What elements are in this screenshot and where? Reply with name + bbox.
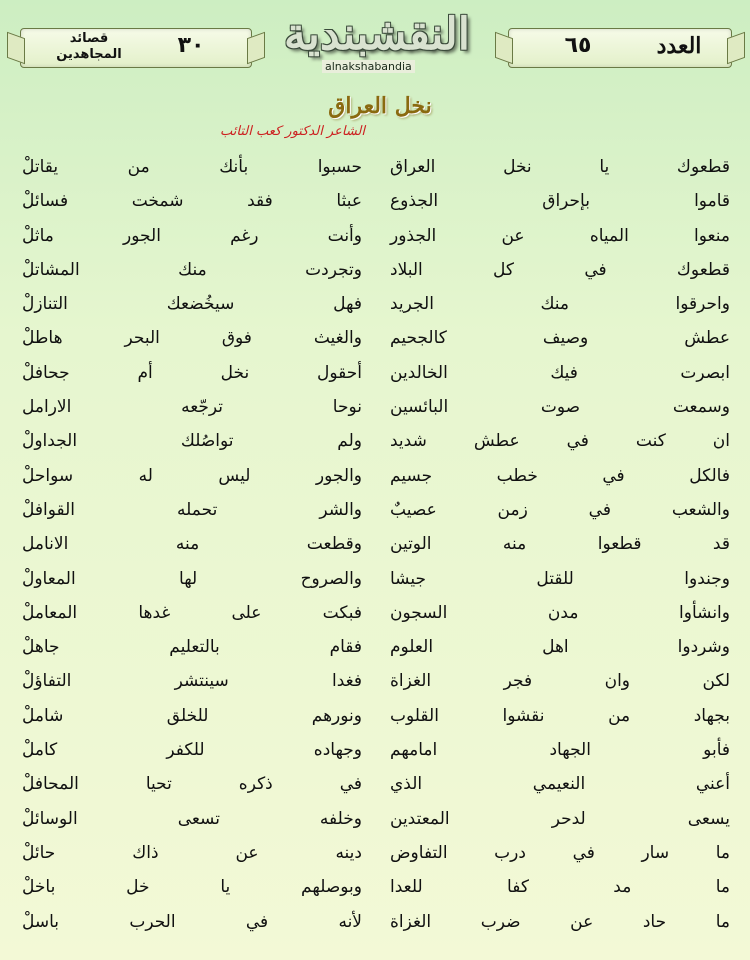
verse-line: والغيث فوق البحر هاطلْ [22,328,362,349]
verse-line: وأنت رغم الجور ماثلْ [22,225,362,246]
page-number: ٣٠ [177,33,205,58]
verse-line: ولم تواصُلك الجداولْ [22,431,362,452]
verse-line: والشر تحمله القوافلْ [22,499,362,520]
right-verse-column [390,150,730,939]
verse-line: لكن وان فجر الغزاة [390,671,730,692]
verse-line: فبكت على غدها المعاملْ [22,602,362,623]
verse-line: ابصرت فيك الخالدين [390,362,730,383]
verse-line: وقطعت منه الانامل [22,534,362,555]
verse-line: أحقول نخل أم جحافلْ [22,362,362,383]
logo-url: alnakshabandia [322,60,415,73]
verse-line: وبوصلهم يا خل باخلْ [22,877,362,898]
verse-line: فالكل في خطب جسيم [390,465,730,486]
verse-line: واحرقوا منك الجريد [390,294,730,315]
page-header [0,0,750,90]
verse-line: في ذكره تحيا المحافلْ [22,774,362,795]
verse-line: أعني النعيمي الذي [390,774,730,795]
verse-line: ما حاد عن ضرب الغزاة [390,911,730,932]
left-verse-column [22,150,362,939]
verse-line: والشعب في زمن عصيبٌ [390,499,730,520]
verse-line: فهل سيخُضعك التنازلْ [22,294,362,315]
verse-line: فقام بالتعليم جاهلْ [22,637,362,658]
verse-line: ما سار في درب التفاوض [390,842,730,863]
verse-line: وشردوا اهل العلوم [390,637,730,658]
verse-line: ما مد كفا للعدا [390,877,730,898]
verse-line: يسعى لدحر المعتدين [390,808,730,829]
verse-line: وجندوا للقتل جيشا [390,568,730,589]
section-ribbon [20,28,252,68]
verse-line: نوحا ترجّعه الارامل [22,397,362,418]
verse-line: قطعوك في كل البلاد [390,259,730,280]
verse-line: والصروح لها المعاولْ [22,568,362,589]
verse-line: عبثا فقد شمخت فسائلْ [22,191,362,212]
magazine-logo [262,10,492,76]
verse-line: وسمعت صوت البائسين [390,397,730,418]
logo-text: النقشبندية [284,9,470,60]
issue-label: العدد [656,33,702,59]
verse-line: دينه عن ذاك حائلْ [22,842,362,863]
verse-line: قاموا بإحراق الجذوع [390,191,730,212]
verse-line: وجهاده للكفر كاملْ [22,740,362,761]
verse-line: بجهاد من نقشوا القلوب [390,705,730,726]
verse-line: قطعوك يا نخل العراق [390,157,730,177]
verse-line: ونورهم للخلق شاملْ [22,705,362,726]
verse-line: وخلفه تسعى الوسائلْ [22,808,362,829]
issue-ribbon [508,28,732,68]
verse-line: منعوا المياه عن الجذور [390,225,730,246]
verse-line: فغدا سينتشر التفاؤلْ [22,671,362,692]
verse-line: حسبوا بأنك من يقاتلْ [22,157,362,177]
verse-line: قد قطعوا منه الوتين [390,534,730,555]
verse-line: لأنه في الحرب باسلْ [22,911,362,932]
issue-number: ٦٥ [564,33,592,58]
verse-line: فأبو الجهاد امامهم [390,740,730,761]
verse-line: عطش وصيف كالجحيم [390,328,730,349]
section-name: قصائد المجاهدين [56,31,122,62]
verse-line: وتجردت منك المشاتلْ [22,259,362,280]
verse-line: ان كنت في عطش شديد [390,431,730,452]
poet-name: الشاعر الدكتور كعب التائب [219,124,365,139]
verse-line: وانشأوا مدن السجون [390,602,730,623]
verse-line: والجور ليس له سواحلْ [22,465,362,486]
poem-title: نخل العراق [328,93,432,119]
